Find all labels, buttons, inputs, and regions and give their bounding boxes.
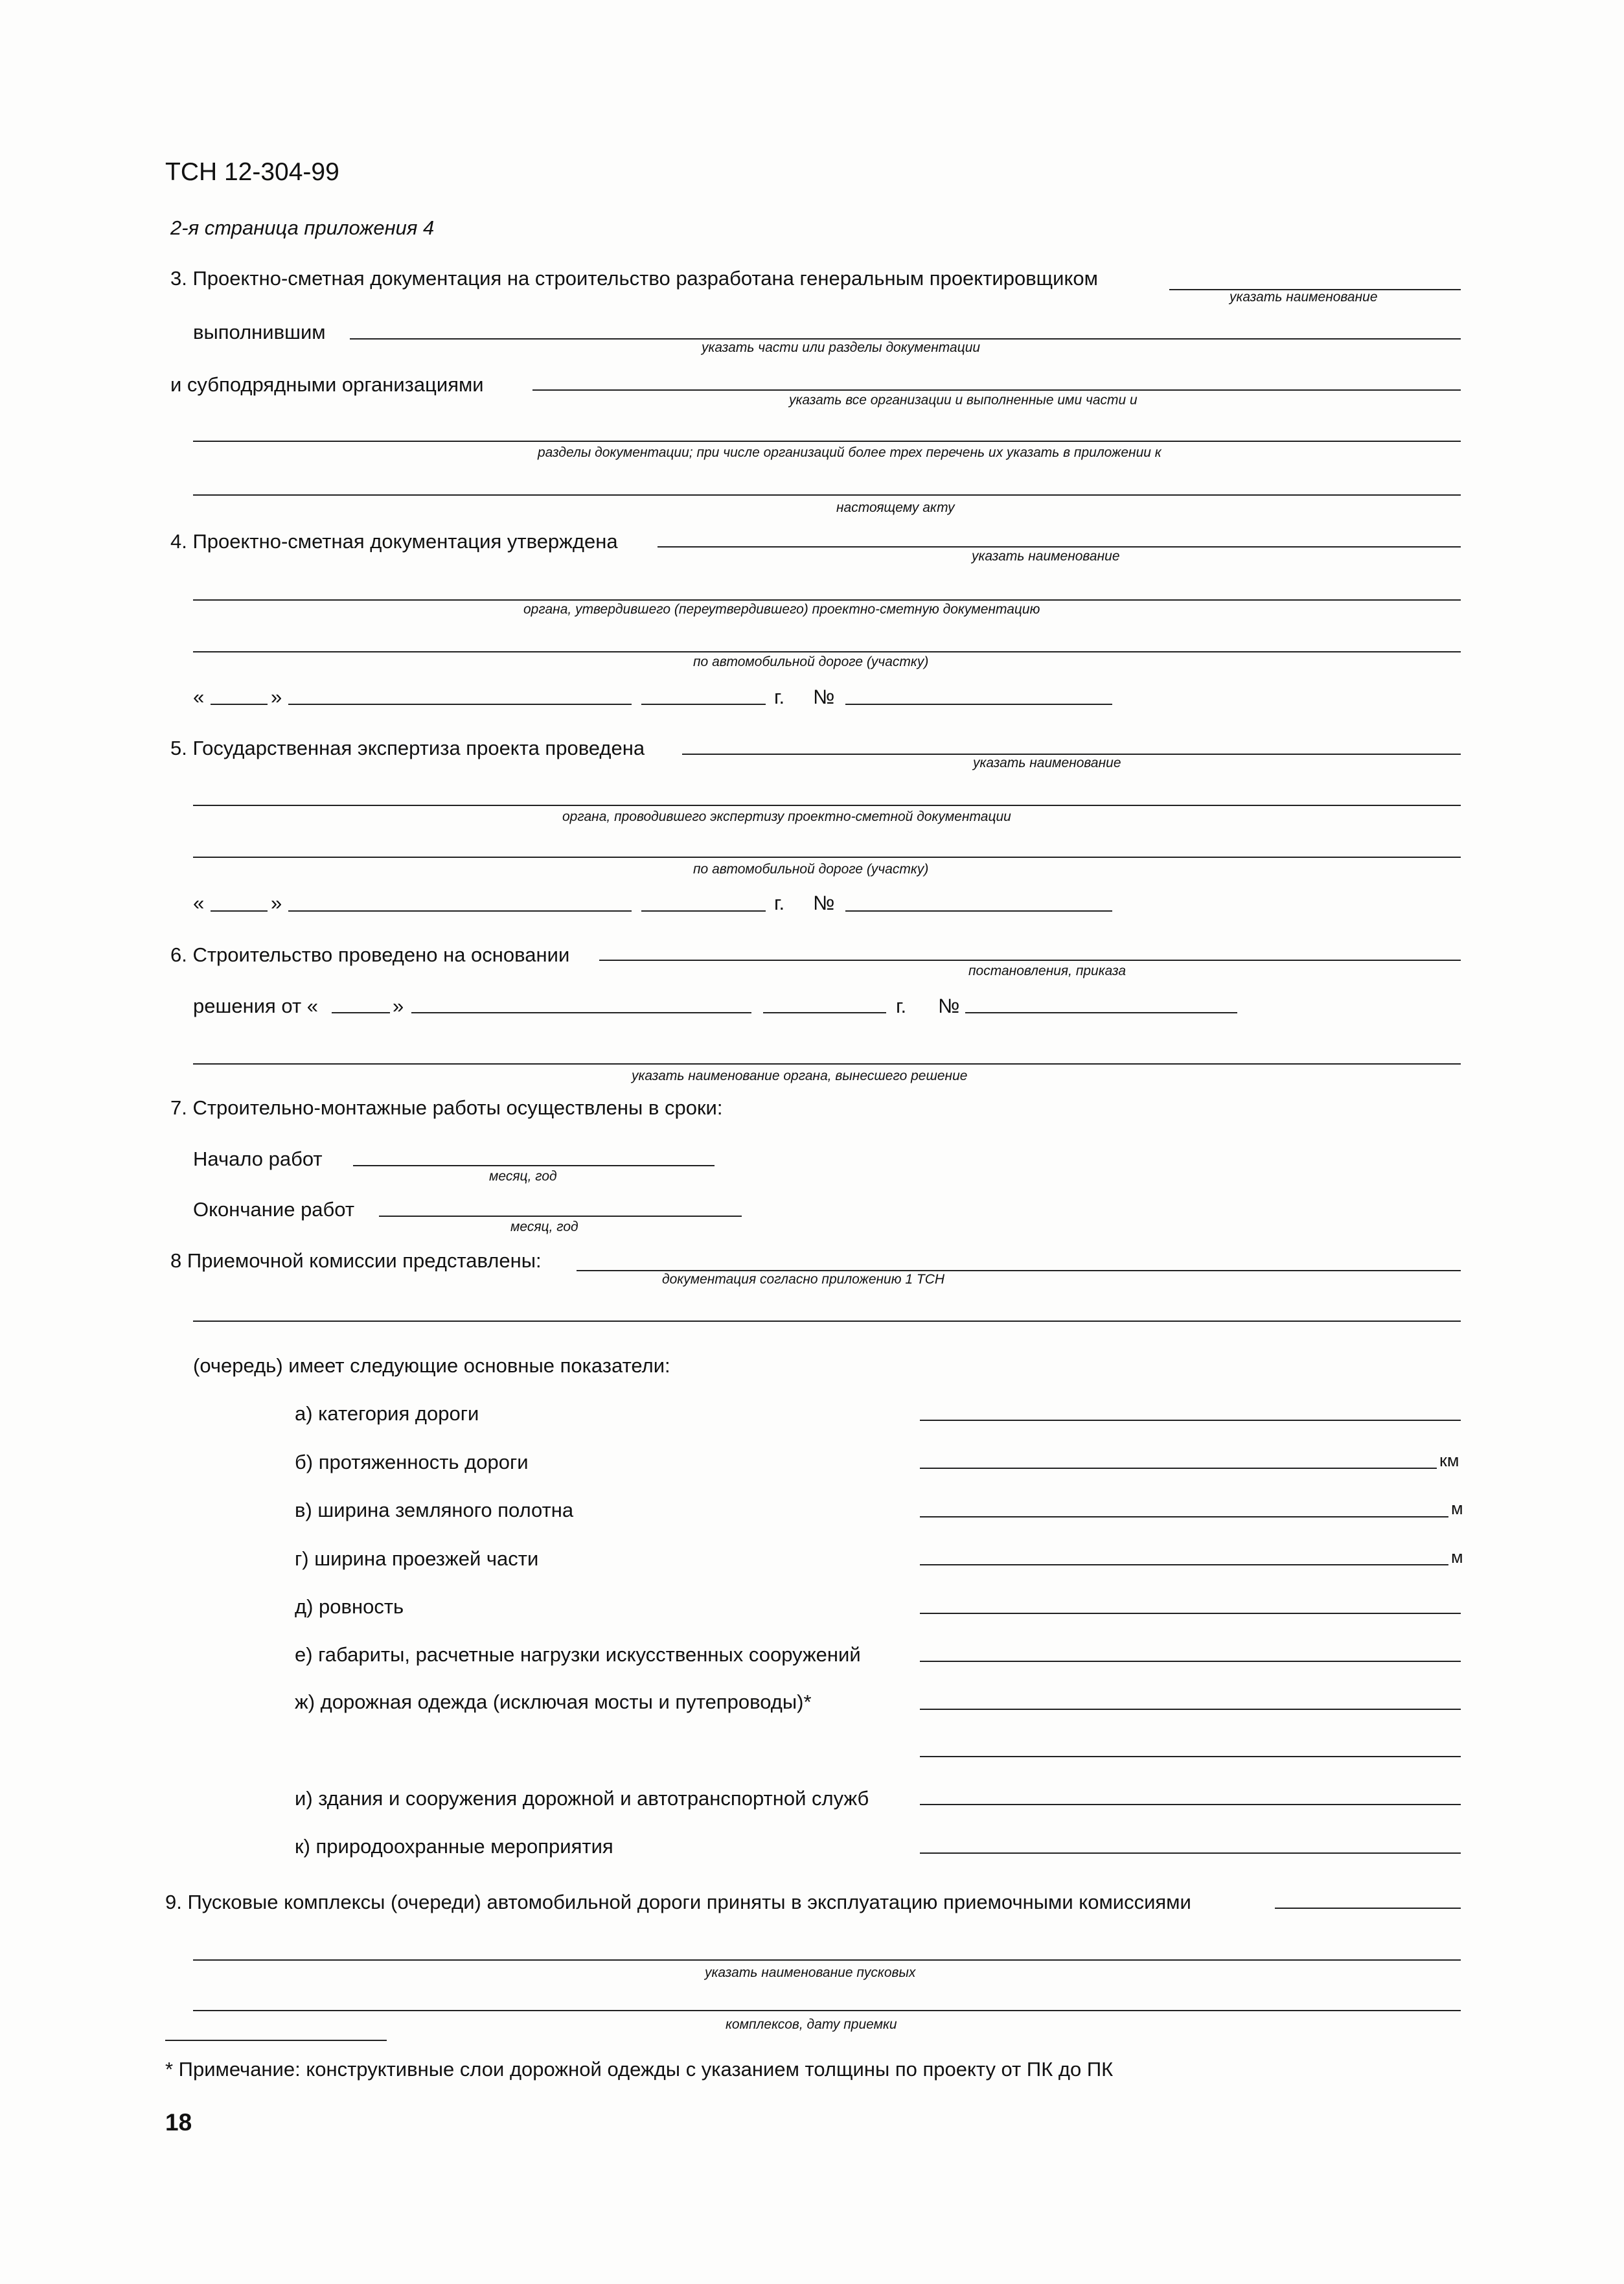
item-5-expert-field[interactable]	[682, 754, 1461, 755]
item-5-year-suffix: г.	[774, 892, 785, 914]
indicator-g-field-2[interactable]	[920, 1756, 1461, 1757]
item-6-organ-field[interactable]	[193, 1063, 1461, 1065]
item-4-hint-organ: органа, утвердившего (переутвердившего) проектно-сметную документацию	[523, 602, 1040, 617]
indicator-g-field[interactable]	[920, 1709, 1461, 1710]
item-3-performer-field[interactable]	[350, 338, 1461, 340]
item-9-text: 9. Пусковые комплексы (очереди) автомобильной дороги приняты в эксплуатацию приемочными комиссиями	[165, 1891, 1191, 1913]
item-5-number-field[interactable]	[845, 910, 1112, 912]
item-6-number-field[interactable]	[965, 1012, 1237, 1013]
item-3-hint-sections: разделы документации; при числе организаций более трех перечень их указать в приложении к	[538, 445, 1161, 460]
indicator-b-unit: км	[1439, 1451, 1459, 1470]
item-7-text: 7. Строительно-монтажные работы осуществлены в сроки:	[170, 1096, 723, 1119]
item-4-text: 4. Проектно-сметная документация утверждена	[170, 530, 618, 553]
item-4-field-line-3[interactable]	[193, 651, 1461, 652]
footnote-separator	[165, 2040, 387, 2041]
item-7-start-field[interactable]	[353, 1165, 715, 1166]
item-6-month-field[interactable]	[411, 1012, 751, 1013]
item-3-hint-parts: указать части или разделы документации	[702, 340, 981, 355]
item-3-text: 3. Проектно-сметная документация на строительство разработана генеральным проектировщиком	[170, 267, 1098, 290]
item-8-documents-field[interactable]	[577, 1270, 1461, 1271]
item-5-text: 5. Государственная экспертиза проекта проведена	[170, 737, 645, 759]
item-7-end-field[interactable]	[379, 1216, 742, 1217]
indicator-c-unit: м	[1451, 1499, 1463, 1518]
item-5-day-field[interactable]	[211, 910, 268, 912]
indicator-a-label: а) категория дороги	[295, 1402, 479, 1425]
item-6-hint-organ: указать наименование органа, вынесшего решение	[632, 1068, 968, 1083]
item-7-end-label: Окончание работ	[193, 1198, 355, 1221]
item-8-hint-documents: документация согласно приложению 1 ТСН	[662, 1272, 945, 1287]
indicator-e-label: д) ровность	[295, 1595, 404, 1618]
item-3-performer-label: выполнившим	[193, 321, 326, 343]
indicator-d-label: г) ширина проезжей части	[295, 1547, 539, 1570]
item-4-field-line-2[interactable]	[193, 599, 1461, 601]
item-9-hint-complexes: указать наименование пусковых	[705, 1965, 916, 1980]
item-6-number-sign: №	[938, 995, 960, 1017]
indicator-k-label: к) природоохранные мероприятия	[295, 1835, 613, 1858]
item-5-hint-name: указать наименование	[973, 756, 1121, 770]
item-6-quote-close: »	[393, 995, 404, 1017]
item-8-field-line-2[interactable]	[193, 1321, 1461, 1322]
item-9-field-line-3[interactable]	[193, 2010, 1461, 2011]
item-6-hint-basis: постановления, приказа	[968, 963, 1127, 978]
item-7-end-hint: месяц, год	[510, 1219, 578, 1234]
item-3-hint-act: настоящему акту	[836, 500, 955, 515]
item-9-field-line-2[interactable]	[193, 1959, 1461, 1961]
item-9-hint-date: комплексов, дату приемки	[726, 2017, 897, 2032]
indicator-k-field[interactable]	[920, 1852, 1461, 1854]
item-3-hint-orgs: указать все организации и выполненные ими части и	[789, 393, 1138, 408]
item-3-subcontract-label: и субподрядными организациями	[170, 373, 484, 396]
indicator-g-label: ж) дорожная одежда (исключая мосты и путепроводы)*	[295, 1690, 812, 1713]
item-6-year-suffix: г.	[896, 995, 907, 1017]
item-7-start-hint: месяц, год	[489, 1169, 557, 1184]
indicator-b-field[interactable]	[920, 1468, 1437, 1469]
item-6-decision-label: решения от «	[193, 995, 319, 1017]
item-4-quote-close: »	[271, 686, 282, 708]
item-4-quote-open: «	[193, 686, 205, 708]
indicator-f-field[interactable]	[920, 1661, 1461, 1662]
indicator-b-label: б) протяженность дороги	[295, 1451, 529, 1473]
item-6-year-field[interactable]	[763, 1012, 886, 1013]
item-5-hint-road: по автомобильной дороге (участку)	[693, 862, 929, 877]
indicator-i-field[interactable]	[920, 1804, 1461, 1805]
item-8-text: 8 Приемочной комиссии представлены:	[170, 1249, 542, 1272]
document-number: ТСН 12-304-99	[165, 158, 339, 186]
indicator-f-label: е) габариты, расчетные нагрузки искусственных сооружений	[295, 1643, 861, 1666]
item-3-field-line-3[interactable]	[193, 494, 1461, 496]
item-6-text: 6. Строительство проведено на основании	[170, 943, 570, 966]
item-6-basis-field[interactable]	[599, 960, 1461, 961]
item-5-quote-close: »	[271, 892, 282, 914]
item-5-hint-organ: органа, проводившего экспертизу проектно-сметной документации	[562, 809, 1011, 824]
item-6-day-field[interactable]	[332, 1012, 390, 1013]
appendix-page-label: 2-я страница приложения 4	[170, 216, 435, 239]
footnote: * Примечание: конструктивные слои дорожной одежды с указанием толщины по проекту от ПК до ПК	[165, 2058, 1114, 2081]
item-4-year-suffix: г.	[774, 686, 785, 708]
page-number: 18	[165, 2109, 192, 2136]
item-5-year-field[interactable]	[641, 910, 766, 912]
item-5-field-line-3[interactable]	[193, 857, 1461, 858]
item-5-quote-open: «	[193, 892, 205, 914]
indicator-c-field[interactable]	[920, 1516, 1448, 1517]
item-4-hint-name: указать наименование	[972, 549, 1120, 564]
item-4-number-sign: №	[813, 686, 835, 708]
indicator-i-label: и) здания и сооружения дорожной и автотранспортной служб	[295, 1787, 869, 1810]
item-4-hint-road: по автомобильной дороге (участку)	[693, 654, 929, 669]
item-7-start-label: Начало работ	[193, 1148, 323, 1170]
item-8-queue-text: (очередь) имеет следующие основные показатели:	[193, 1354, 670, 1377]
item-4-year-field[interactable]	[641, 704, 766, 705]
indicator-c-label: в) ширина земляного полотна	[295, 1499, 574, 1521]
item-4-day-field[interactable]	[211, 704, 268, 705]
item-3-field-line-2[interactable]	[193, 441, 1461, 442]
item-5-month-field[interactable]	[288, 910, 632, 912]
item-9-commissions-field[interactable]	[1275, 1908, 1461, 1909]
indicator-a-field[interactable]	[920, 1420, 1461, 1421]
item-3-hint-name: указать наименование	[1229, 290, 1378, 305]
item-3-subcontract-field[interactable]	[532, 389, 1461, 391]
item-5-number-sign: №	[813, 892, 835, 914]
item-4-approver-field[interactable]	[658, 546, 1461, 548]
indicator-e-field[interactable]	[920, 1613, 1461, 1614]
item-5-field-line-2[interactable]	[193, 805, 1461, 806]
indicator-d-unit: м	[1451, 1547, 1463, 1567]
item-4-month-field[interactable]	[288, 704, 632, 705]
indicator-d-field[interactable]	[920, 1564, 1448, 1565]
item-4-number-field[interactable]	[845, 704, 1112, 705]
